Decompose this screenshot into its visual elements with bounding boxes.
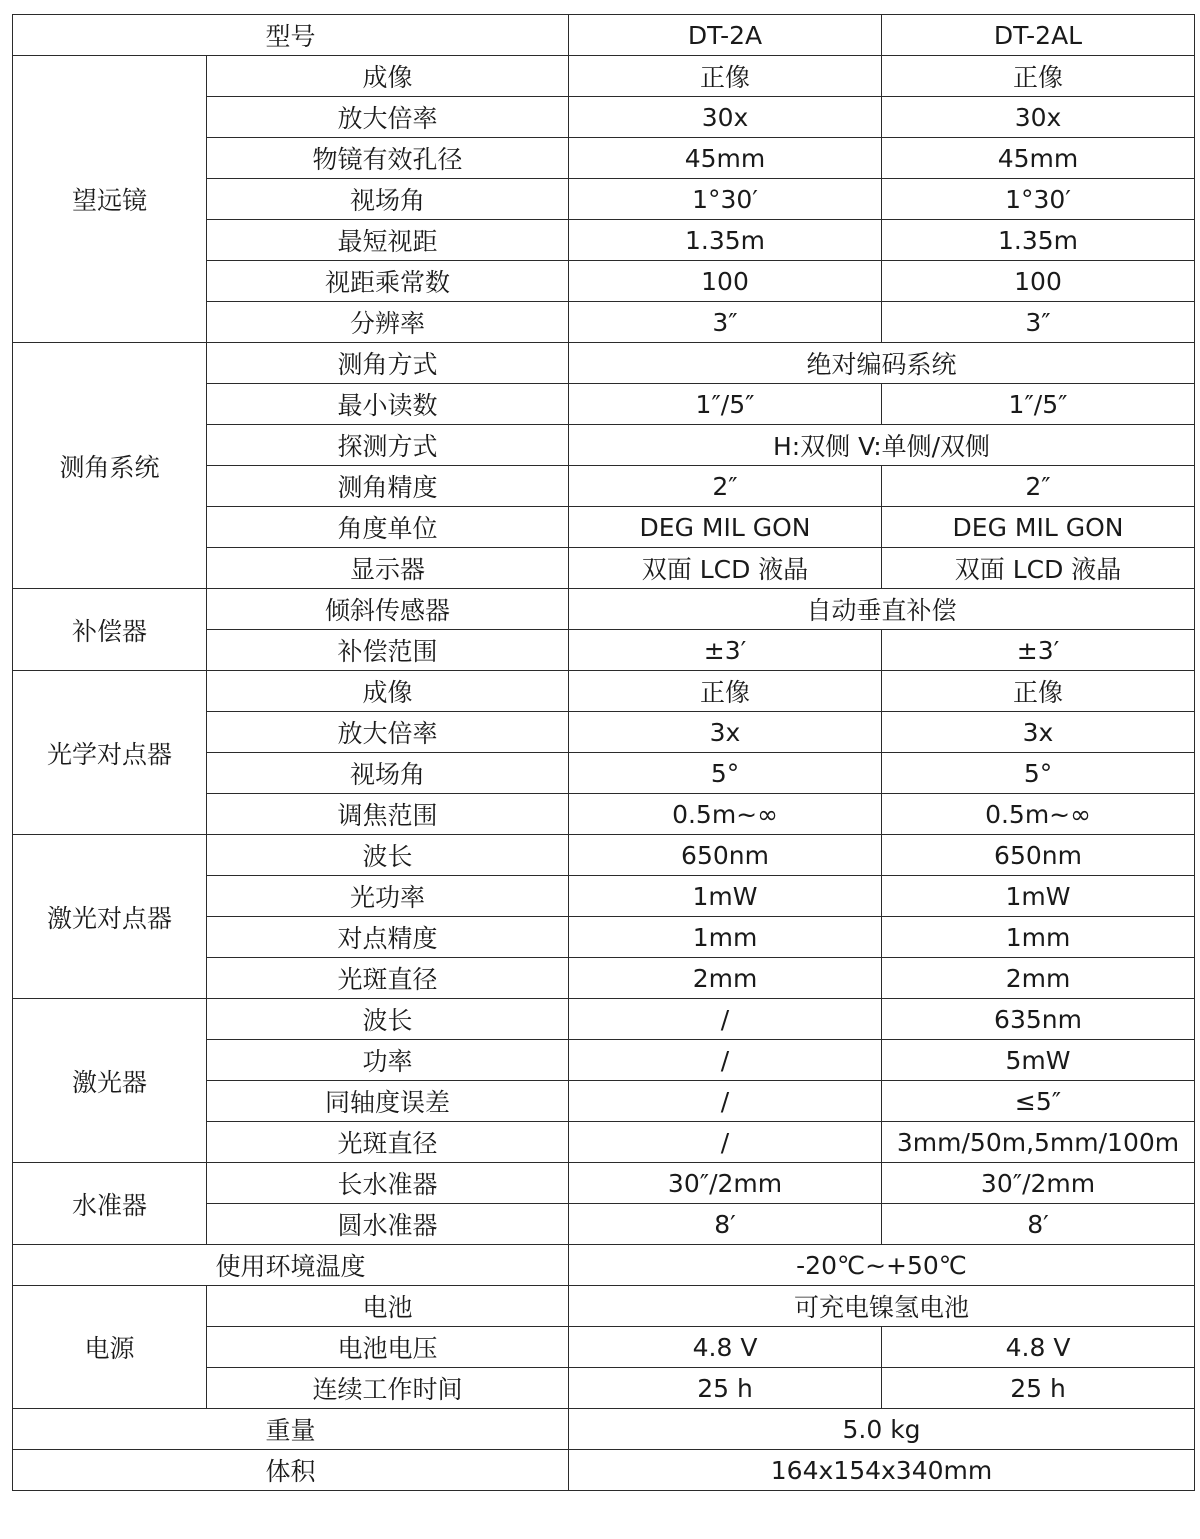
param-name: 显示器: [207, 548, 569, 589]
value-dt-2a: 3″: [569, 302, 882, 343]
spec-label: 重量: [13, 1409, 569, 1450]
param-name: 长水准器: [207, 1163, 569, 1204]
param-name: 成像: [207, 56, 569, 97]
param-name: 成像: [207, 671, 569, 712]
spec-row: [13, 835, 1195, 876]
value-dt-2al: 30x: [882, 97, 1195, 138]
spec-row: [13, 671, 1195, 712]
spec-label: 体积: [13, 1450, 569, 1491]
value-dt-2al: ≤5″: [882, 1081, 1195, 1122]
value-dt-2a: 正像: [569, 671, 882, 712]
param-name: 分辨率: [207, 302, 569, 343]
value-dt-2a: 正像: [569, 56, 882, 97]
model-a-header: DT-2A: [569, 15, 882, 56]
value-dt-2al: ±3′: [882, 630, 1195, 671]
value-dt-2al: 45mm: [882, 138, 1195, 179]
param-name: 圆水准器: [207, 1204, 569, 1245]
value-dt-2al: 正像: [882, 56, 1195, 97]
value-dt-2a: 1mm: [569, 917, 882, 958]
value-dt-2a: 100: [569, 261, 882, 302]
value-dt-2a: 2mm: [569, 958, 882, 999]
value-dt-2a: DEG MIL GON: [569, 507, 882, 548]
param-name: 对点精度: [207, 917, 569, 958]
group-name: 测角系统: [13, 343, 207, 589]
value-dt-2a: 4.8 V: [569, 1327, 882, 1368]
value-dt-2a: 650nm: [569, 835, 882, 876]
group-name: 补偿器: [13, 589, 207, 671]
merged-value: H:双侧 V:单侧/双侧: [569, 425, 1195, 466]
value-dt-2a: /: [569, 1122, 882, 1163]
value-dt-2a: 2″: [569, 466, 882, 507]
spec-row: [13, 1286, 1195, 1327]
value-dt-2al: 3mm/50m,5mm/100m: [882, 1122, 1195, 1163]
param-name: 测角精度: [207, 466, 569, 507]
value-dt-2a: 1°30′: [569, 179, 882, 220]
param-name: 放大倍率: [207, 97, 569, 138]
value-dt-2a: /: [569, 1040, 882, 1081]
param-name: 调焦范围: [207, 794, 569, 835]
value-dt-2al: 1″/5″: [882, 384, 1195, 425]
param-name: 最小读数: [207, 384, 569, 425]
param-name: 光斑直径: [207, 958, 569, 999]
value-dt-2a: 0.5m~∞: [569, 794, 882, 835]
value-dt-2al: 25 h: [882, 1368, 1195, 1409]
param-name: 物镜有效孔径: [207, 138, 569, 179]
merged-value: 绝对编码系统: [569, 343, 1195, 384]
value-dt-2al: 3″: [882, 302, 1195, 343]
spec-row: [13, 589, 1195, 630]
param-name: 角度单位: [207, 507, 569, 548]
group-name: 激光器: [13, 999, 207, 1163]
value-dt-2al: 0.5m~∞: [882, 794, 1195, 835]
group-name: 激光对点器: [13, 835, 207, 999]
value-dt-2a: 1″/5″: [569, 384, 882, 425]
value-dt-2a: /: [569, 999, 882, 1040]
param-name: 测角方式: [207, 343, 569, 384]
param-name: 探测方式: [207, 425, 569, 466]
group-name: 电源: [13, 1286, 207, 1409]
merged-value: 自动垂直补偿: [569, 589, 1195, 630]
value-dt-2a: ±3′: [569, 630, 882, 671]
value-dt-2al: DEG MIL GON: [882, 507, 1195, 548]
value-dt-2al: 1.35m: [882, 220, 1195, 261]
param-name: 最短视距: [207, 220, 569, 261]
param-name: 光功率: [207, 876, 569, 917]
value-dt-2a: 45mm: [569, 138, 882, 179]
value-dt-2al: 4.8 V: [882, 1327, 1195, 1368]
spec-label: 使用环境温度: [13, 1245, 569, 1286]
value-dt-2al: 1mW: [882, 876, 1195, 917]
header-row: [13, 15, 1195, 56]
group-name: 望远镜: [13, 56, 207, 343]
value-dt-2a: 5°: [569, 753, 882, 794]
param-name: 光斑直径: [207, 1122, 569, 1163]
spec-table: [12, 14, 1195, 1491]
value-dt-2al: 正像: [882, 671, 1195, 712]
value-dt-2al: 2″: [882, 466, 1195, 507]
param-name: 放大倍率: [207, 712, 569, 753]
param-name: 视场角: [207, 753, 569, 794]
spec-value: 5.0 kg: [569, 1409, 1195, 1450]
value-dt-2al: 30″/2mm: [882, 1163, 1195, 1204]
value-dt-2al: 8′: [882, 1204, 1195, 1245]
value-dt-2a: 双面 LCD 液晶: [569, 548, 882, 589]
param-name: 电池电压: [207, 1327, 569, 1368]
value-dt-2al: 3x: [882, 712, 1195, 753]
param-name: 波长: [207, 835, 569, 876]
spec-row: [13, 1450, 1195, 1491]
value-dt-2al: 1mm: [882, 917, 1195, 958]
model-header-label: 型号: [13, 15, 569, 56]
spec-value: 164x154x340mm: [569, 1450, 1195, 1491]
spec-table-body: [13, 15, 1195, 1491]
value-dt-2a: 30″/2mm: [569, 1163, 882, 1204]
value-dt-2al: 双面 LCD 液晶: [882, 548, 1195, 589]
spec-row: [13, 1409, 1195, 1450]
value-dt-2al: 2mm: [882, 958, 1195, 999]
spec-row: [13, 1163, 1195, 1204]
param-name: 视距乘常数: [207, 261, 569, 302]
param-name: 视场角: [207, 179, 569, 220]
param-name: 电池: [207, 1286, 569, 1327]
param-name: 连续工作时间: [207, 1368, 569, 1409]
value-dt-2al: 5°: [882, 753, 1195, 794]
value-dt-2a: 25 h: [569, 1368, 882, 1409]
param-name: 倾斜传感器: [207, 589, 569, 630]
param-name: 波长: [207, 999, 569, 1040]
param-name: 同轴度误差: [207, 1081, 569, 1122]
param-name: 补偿范围: [207, 630, 569, 671]
value-dt-2al: 650nm: [882, 835, 1195, 876]
value-dt-2a: 3x: [569, 712, 882, 753]
model-b-header: DT-2AL: [882, 15, 1195, 56]
group-name: 光学对点器: [13, 671, 207, 835]
spec-row: [13, 343, 1195, 384]
spec-row: [13, 56, 1195, 97]
value-dt-2a: 8′: [569, 1204, 882, 1245]
value-dt-2a: 1.35m: [569, 220, 882, 261]
param-name: 功率: [207, 1040, 569, 1081]
spec-value: -20℃~+50℃: [569, 1245, 1195, 1286]
value-dt-2al: 1°30′: [882, 179, 1195, 220]
value-dt-2al: 5mW: [882, 1040, 1195, 1081]
value-dt-2a: /: [569, 1081, 882, 1122]
spec-row: [13, 999, 1195, 1040]
merged-value: 可充电镍氢电池: [569, 1286, 1195, 1327]
spec-row: [13, 1245, 1195, 1286]
value-dt-2a: 30x: [569, 97, 882, 138]
value-dt-2al: 100: [882, 261, 1195, 302]
value-dt-2a: 1mW: [569, 876, 882, 917]
value-dt-2al: 635nm: [882, 999, 1195, 1040]
group-name: 水准器: [13, 1163, 207, 1245]
